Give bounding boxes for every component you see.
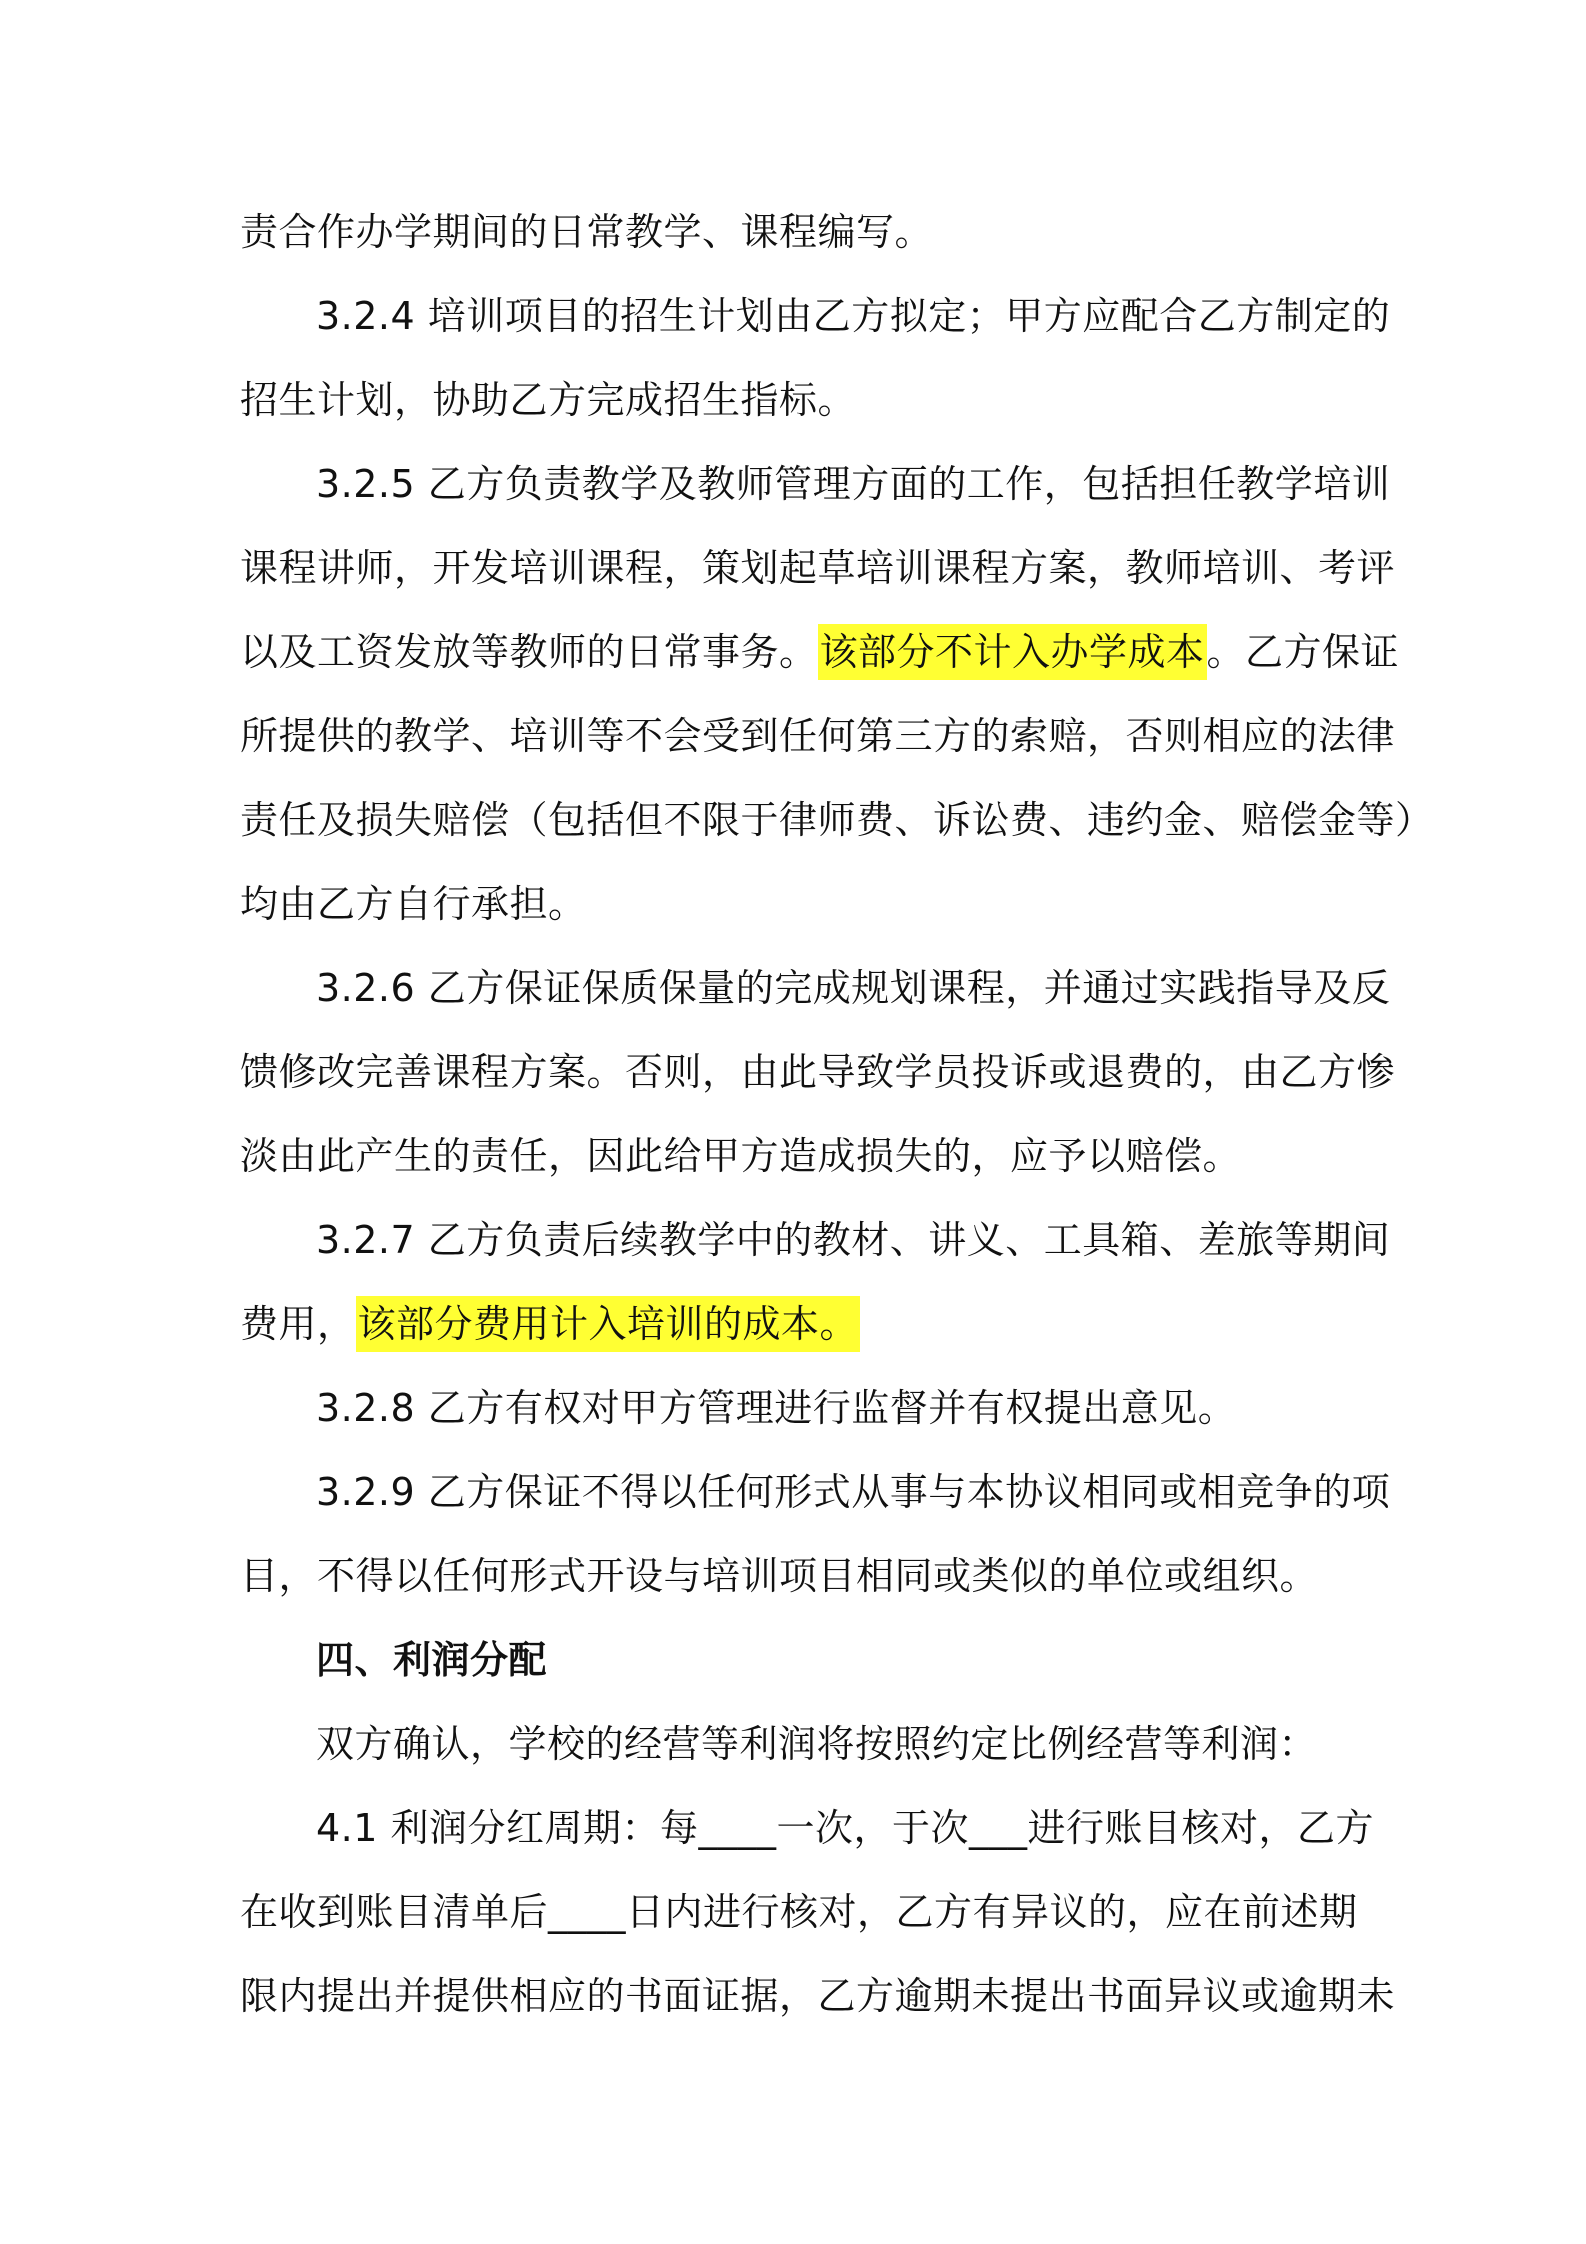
text-run: 费用， [240, 1302, 356, 1346]
text-run: 淡由此产生的责任，因此给甲方造成损失的，应予以赔偿。 [240, 1134, 1242, 1178]
text-run: 目，不得以任何形式开设与培训项目相同或类似的单位或组织。 [240, 1554, 1319, 1598]
text-line [240, 1282, 1360, 1366]
text-run: 3.2.8 乙方有权对甲方管理进行监督并有权提出意见。 [316, 1386, 1237, 1430]
text-run: 在收到账目清单后____日内进行核对，乙方有异议的，应在前述期 [240, 1890, 1358, 1934]
text-run: 双方确认，学校的经营等利润将按照约定比例经营等利润： [316, 1722, 1318, 1766]
text-line [240, 274, 1391, 358]
highlighted-text: 该部分不计入办学成本 [818, 624, 1207, 680]
text-run: 4.1 利润分红周期：每____一次，于次___进行账目核对，乙方 [316, 1806, 1375, 1850]
text-run: 招生计划，协助乙方完成招生指标。 [240, 378, 857, 422]
text-run: 责任及损失赔偿（包括但不限于律师费、诉讼费、违约金、赔偿金等） [240, 798, 1434, 842]
text-line [240, 526, 1396, 610]
text-line [240, 694, 1396, 778]
text-run: 馈修改完善课程方案。否则，由此导致学员投诉或退费的，由乙方惨 [240, 1050, 1396, 1094]
text-line [240, 1786, 1375, 1870]
text-run: 3.2.7 乙方负责后续教学中的教材、讲义、工具箱、差旅等期间 [316, 1218, 1391, 1262]
document-body [240, 190, 1434, 2038]
text-line [240, 1114, 1360, 1198]
text-run: 课程讲师，开发培训课程，策划起草培训课程方案，教师培训、考评 [240, 546, 1396, 590]
text-line [240, 610, 1400, 694]
text-run: 限内提出并提供相应的书面证据，乙方逾期未提出书面异议或逾期未 [240, 1974, 1396, 2018]
text-run: 3.2.5 乙方负责教学及教师管理方面的工作，包括担任教学培训 [316, 462, 1391, 506]
text-line [240, 1534, 1360, 1618]
text-line [240, 946, 1391, 1030]
text-line [240, 778, 1434, 862]
text-run: 责合作办学期间的日常教学、课程编写。 [240, 210, 934, 254]
text-line [240, 1702, 1360, 1786]
text-run: 。乙方保证 [1206, 630, 1400, 674]
text-run: 所提供的教学、培训等不会受到任何第三方的索赔，否则相应的法律 [240, 714, 1396, 758]
text-run: 四、利润分配 [316, 1638, 548, 1682]
text-line [240, 1870, 1360, 1954]
text-line [240, 1954, 1396, 2038]
text-line [240, 442, 1391, 526]
text-line [240, 1366, 1360, 1450]
text-run: 均由乙方自行承担。 [240, 882, 587, 926]
text-run: 3.2.6 乙方保证保质保量的完成规划课程，并通过实践指导及反 [316, 966, 1391, 1010]
text-run: 3.2.9 乙方保证不得以任何形式从事与本协议相同或相竞争的项 [316, 1470, 1391, 1514]
text-run: 以及工资发放等教师的日常事务。 [240, 630, 818, 674]
section-heading [240, 1618, 1360, 1702]
text-line [240, 1030, 1396, 1114]
text-run: 3.2.4 培训项目的招生计划由乙方拟定；甲方应配合乙方制定的 [316, 294, 1391, 338]
highlighted-text: 该部分费用计入培训的成本。 [356, 1296, 861, 1352]
text-line [240, 1450, 1391, 1534]
text-line [240, 1198, 1391, 1282]
text-line [240, 358, 1360, 442]
text-line [240, 862, 1360, 946]
text-line [240, 190, 1360, 274]
